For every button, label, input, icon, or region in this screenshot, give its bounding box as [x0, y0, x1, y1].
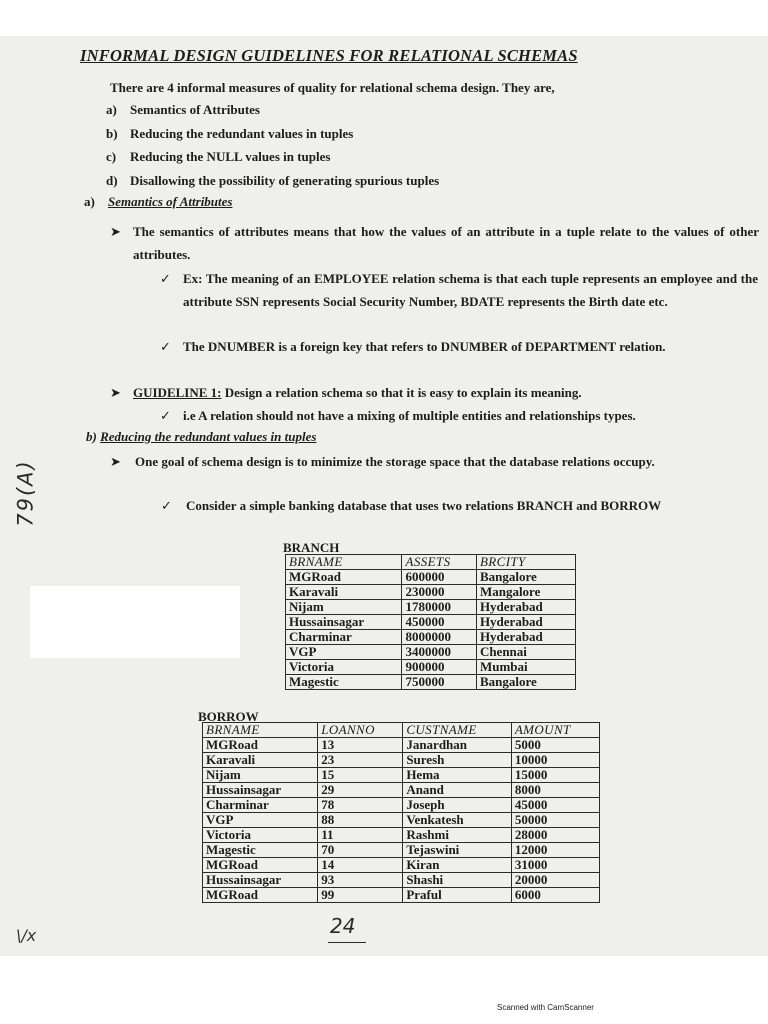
arrow-bullet-icon: ➤	[110, 224, 121, 239]
scanner-watermark: Scanned with CamScanner	[497, 1003, 594, 1012]
table-cell: Nijam	[203, 768, 318, 783]
table-row	[286, 675, 576, 690]
measure-text: Reducing the NULL values in tuples	[130, 149, 331, 164]
table-cell: VGP	[203, 813, 318, 828]
table-cell: Shashi	[403, 873, 512, 888]
table-cell: Nijam	[286, 600, 402, 615]
section-b-heading	[86, 429, 316, 445]
measure-item	[106, 149, 330, 165]
guideline-note: i.e A relation should not have a mixing of multiple entities and relationships types.	[183, 408, 636, 423]
measure-item	[106, 173, 439, 189]
section-a-heading	[84, 194, 232, 210]
table-cell: 12000	[511, 843, 599, 858]
table-row	[286, 630, 576, 645]
arrow-bullet-icon: ➤	[110, 454, 121, 469]
table-row	[203, 873, 600, 888]
table-cell: 750000	[402, 675, 476, 690]
table-cell: Charminar	[203, 798, 318, 813]
column-header: BRNAME	[286, 555, 402, 570]
table-header-row	[203, 723, 600, 738]
table-cell: 230000	[402, 585, 476, 600]
table-cell: Venkatesh	[403, 813, 512, 828]
measure-letter: c)	[106, 149, 117, 164]
branch-table-label: BRANCH	[283, 540, 340, 555]
dnumber-example: The DNUMBER is a foreign key that refers to DNUMBER of DEPARTMENT relation.	[183, 339, 666, 354]
handwritten-corner-mark: \/x	[16, 926, 37, 945]
measure-text: Semantics of Attributes	[130, 102, 260, 117]
table-cell: Victoria	[203, 828, 318, 843]
table-row	[203, 813, 600, 828]
table-header-row	[286, 555, 576, 570]
table-cell: 13	[318, 738, 403, 753]
table-cell: Mumbai	[476, 660, 575, 675]
table-cell: 70	[318, 843, 403, 858]
table-cell: Magestic	[286, 675, 402, 690]
measure-letter: a)	[106, 102, 117, 117]
table-row	[286, 570, 576, 585]
table-cell: Bangalore	[476, 675, 575, 690]
intro-text: There are 4 informal measures of quality for relational schema design. They are,	[110, 80, 555, 95]
table-row	[203, 783, 600, 798]
check-mark-icon: ✓	[160, 408, 171, 423]
table-cell: 14	[318, 858, 403, 873]
table-cell: 11	[318, 828, 403, 843]
table-cell: Bangalore	[476, 570, 575, 585]
employee-example: Ex: The meaning of an EMPLOYEE relation schema is that each tuple represents an employee and the attribute SSN represents Social Security Number, BDATE represents the Birth date etc.	[183, 271, 758, 309]
guideline-1	[133, 385, 582, 401]
table-cell: Kiran	[403, 858, 512, 873]
check-mark-icon: ✓	[160, 339, 171, 354]
table-cell: Anand	[403, 783, 512, 798]
table-cell: 88	[318, 813, 403, 828]
banking-example: Consider a simple banking database that uses two relations BRANCH and BORROW	[186, 498, 662, 513]
arrow-bullet-icon: ➤	[110, 385, 121, 400]
table-row	[286, 600, 576, 615]
table-cell: Joseph	[403, 798, 512, 813]
table-row	[203, 738, 600, 753]
column-header: BRNAME	[203, 723, 318, 738]
guideline-text: Design a relation schema so that it is easy to explain its meaning.	[224, 385, 582, 400]
borrow-table-label: BORROW	[198, 709, 259, 724]
table-cell: 78	[318, 798, 403, 813]
handwritten-margin-note: 79(A)	[13, 459, 38, 527]
table-cell: 93	[318, 873, 403, 888]
table-cell: Victoria	[286, 660, 402, 675]
measure-item	[106, 102, 260, 118]
table-cell: Praful	[403, 888, 512, 903]
table-cell: Janardhan	[403, 738, 512, 753]
table-cell: 50000	[511, 813, 599, 828]
table-cell: 5000	[511, 738, 599, 753]
section-letter: b)	[86, 429, 97, 444]
table-row	[203, 768, 600, 783]
table-cell: Hussainsagar	[286, 615, 402, 630]
table-row	[286, 615, 576, 630]
page-number-underline	[328, 942, 366, 943]
table-cell: 15	[318, 768, 403, 783]
table-cell: Karavali	[203, 753, 318, 768]
table-cell: 3400000	[402, 645, 476, 660]
measure-item	[106, 126, 353, 142]
table-cell: 600000	[402, 570, 476, 585]
table-row	[286, 645, 576, 660]
table-cell: VGP	[286, 645, 402, 660]
column-header: AMOUNT	[511, 723, 599, 738]
branch-table	[285, 554, 576, 690]
table-cell: 450000	[402, 615, 476, 630]
section-letter: a)	[84, 194, 95, 209]
table-cell: 31000	[511, 858, 599, 873]
table-cell: Hyderabad	[476, 615, 575, 630]
white-patch	[30, 586, 240, 658]
table-cell: Hema	[403, 768, 512, 783]
table-cell: Chennai	[476, 645, 575, 660]
table-cell: 99	[318, 888, 403, 903]
table-row	[203, 843, 600, 858]
table-cell: 15000	[511, 768, 599, 783]
table-row	[203, 858, 600, 873]
table-cell: 8000000	[402, 630, 476, 645]
table-cell: Rashmi	[403, 828, 512, 843]
table-cell: Charminar	[286, 630, 402, 645]
column-header: BRCITY	[476, 555, 575, 570]
page-title: INFORMAL DESIGN GUIDELINES FOR RELATIONAL SCHEMAS	[80, 46, 578, 65]
table-cell: 10000	[511, 753, 599, 768]
table-cell: MGRoad	[203, 858, 318, 873]
column-header: LOANNO	[318, 723, 403, 738]
table-cell: 28000	[511, 828, 599, 843]
table-cell: 23	[318, 753, 403, 768]
table-row	[203, 888, 600, 903]
table-cell: 6000	[511, 888, 599, 903]
column-header: CUSTNAME	[403, 723, 512, 738]
measure-letter: d)	[106, 173, 118, 188]
handwritten-page-number: 24	[330, 914, 356, 938]
column-header: ASSETS	[402, 555, 476, 570]
borrow-table	[202, 722, 600, 903]
table-cell: Hussainsagar	[203, 783, 318, 798]
table-cell: Tejaswini	[403, 843, 512, 858]
check-mark-icon: ✓	[161, 498, 172, 513]
measure-letter: b)	[106, 126, 118, 141]
semantics-paragraph: The semantics of attributes means that how the values of an attribute in a tuple relate to the values of other attributes.	[133, 224, 759, 262]
storage-paragraph: One goal of schema design is to minimize the storage space that the database relations occupy.	[135, 454, 655, 469]
table-row	[286, 585, 576, 600]
table-cell: Hyderabad	[476, 600, 575, 615]
guideline-label: GUIDELINE 1:	[133, 385, 222, 400]
table-cell: MGRoad	[203, 888, 318, 903]
measure-text: Reducing the redundant values in tuples	[130, 126, 354, 141]
section-title: Semantics of Attributes	[108, 194, 233, 209]
table-cell: 900000	[402, 660, 476, 675]
table-cell: Magestic	[203, 843, 318, 858]
table-cell: 1780000	[402, 600, 476, 615]
scanned-page	[0, 36, 768, 956]
table-cell: 45000	[511, 798, 599, 813]
table-cell: Suresh	[403, 753, 512, 768]
table-cell: 8000	[511, 783, 599, 798]
table-cell: MGRoad	[286, 570, 402, 585]
table-cell: 29	[318, 783, 403, 798]
table-cell: MGRoad	[203, 738, 318, 753]
table-row	[203, 828, 600, 843]
section-title: Reducing the redundant values in tuples	[100, 429, 317, 444]
measure-text: Disallowing the possibility of generating spurious tuples	[130, 173, 440, 188]
table-cell: Mangalore	[476, 585, 575, 600]
table-row	[203, 798, 600, 813]
table-cell: Hyderabad	[476, 630, 575, 645]
table-cell: 20000	[511, 873, 599, 888]
check-mark-icon: ✓	[160, 271, 171, 286]
table-row	[203, 753, 600, 768]
table-row	[286, 660, 576, 675]
table-cell: Hussainsagar	[203, 873, 318, 888]
table-cell: Karavali	[286, 585, 402, 600]
